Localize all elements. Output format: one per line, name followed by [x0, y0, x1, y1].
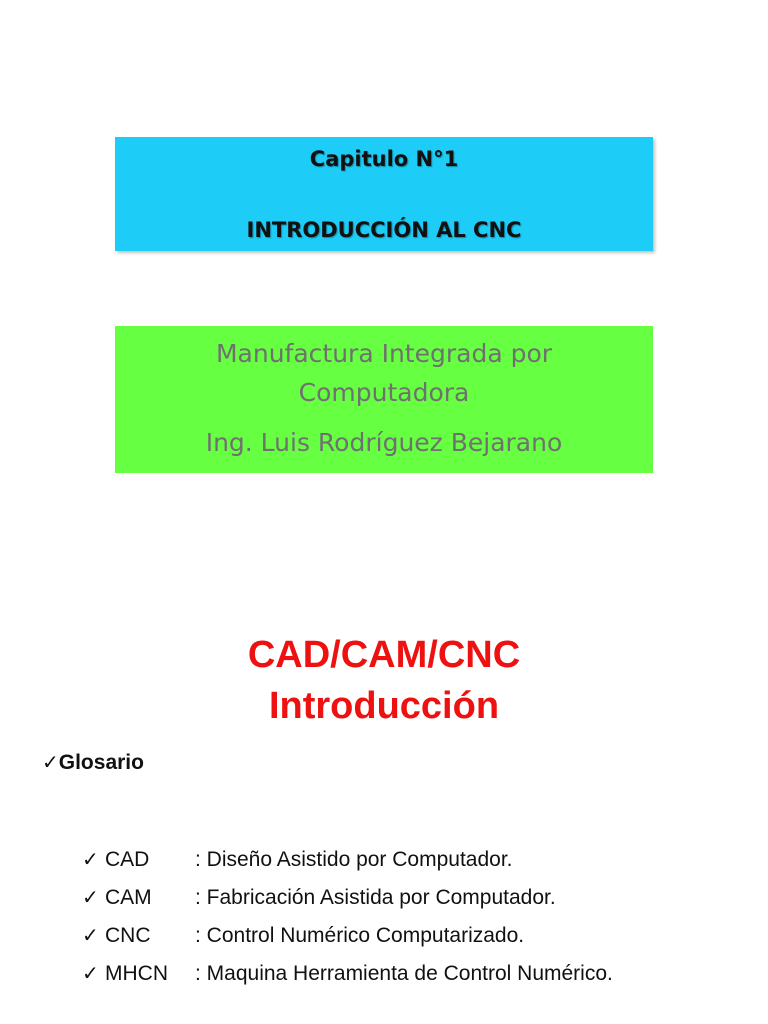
- glossary-definition: : Control Numérico Computarizado.: [195, 924, 525, 947]
- course-name-line2: Computadora: [298, 378, 470, 407]
- checkmark-icon: ✓: [82, 961, 99, 985]
- chapter-number: Capitulo N°1: [309, 147, 459, 171]
- glossary-definition: : Diseño Asistido por Computador.: [195, 848, 513, 871]
- checkmark-icon: ✓: [82, 847, 99, 871]
- glossary-heading: [42, 750, 144, 775]
- section-title-line2: Introducción: [268, 685, 500, 727]
- chapter-banner: [115, 137, 653, 251]
- section-title-text1: CAD/CAM/CNC: [247, 634, 521, 676]
- glossary-term: CAM: [105, 886, 152, 909]
- glossary-item: [82, 923, 752, 961]
- checkmark-icon: ✓: [82, 885, 99, 909]
- glossary-term: CAD: [105, 848, 150, 871]
- glossary-heading-text: Glosario: [58, 751, 144, 774]
- checkmark-icon: ✓: [42, 750, 59, 774]
- course-name-line1: Manufactura Integrada por: [215, 339, 553, 368]
- section-title-line1: [0, 636, 768, 674]
- glossary-item: [82, 885, 752, 923]
- course-banner: [115, 326, 653, 473]
- glossary-item: [82, 961, 752, 999]
- chapter-title: INTRODUCCIÓN AL CNC: [246, 218, 522, 242]
- checkmark-icon: ✓: [82, 923, 99, 947]
- glossary-term: MHCN: [105, 962, 168, 985]
- glossary-definition: : Maquina Herramienta de Control Numérico.: [195, 962, 613, 985]
- glossary-item: [82, 847, 752, 885]
- glossary-term: CNC: [105, 924, 151, 947]
- glossary-definition: : Fabricación Asistida por Computador.: [195, 886, 556, 909]
- glossary-list: [82, 847, 752, 999]
- instructor-name: Ing. Luis Rodríguez Bejarano: [205, 428, 563, 457]
